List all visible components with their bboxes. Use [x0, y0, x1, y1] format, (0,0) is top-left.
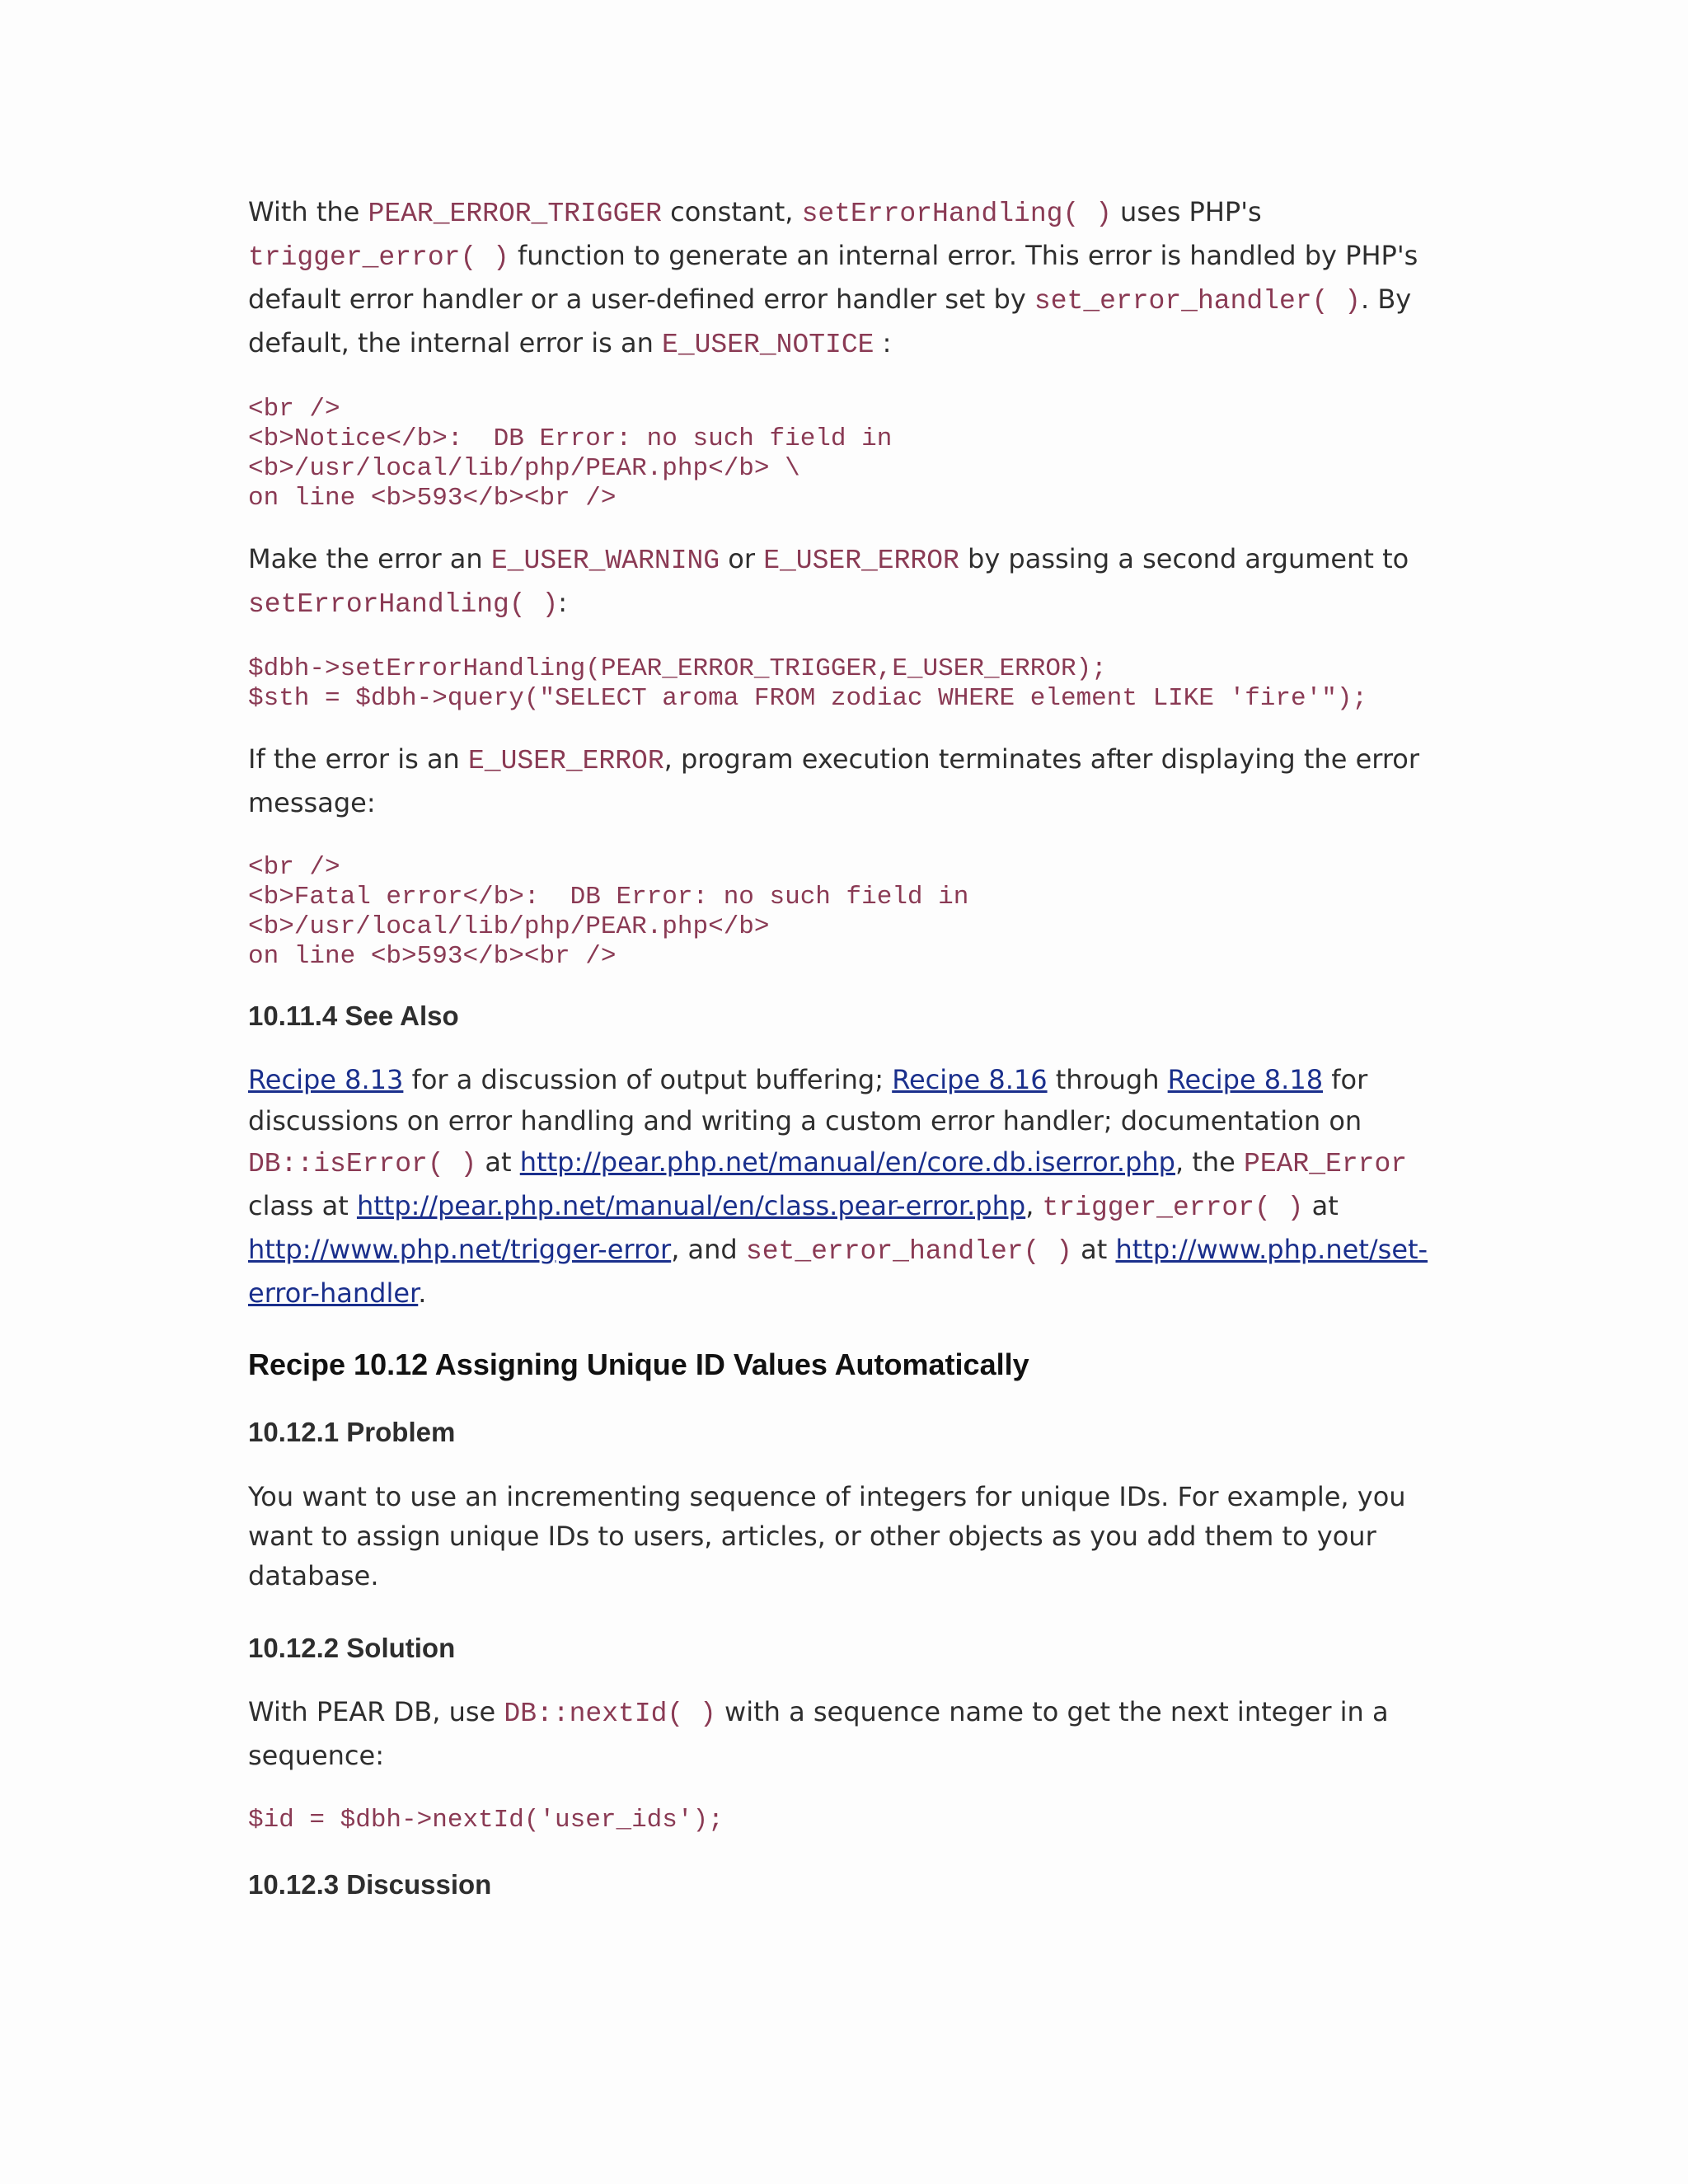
inline-code: PEAR_ERROR_TRIGGER — [368, 199, 662, 229]
heading-problem: 10.12.1 Problem — [248, 1417, 456, 1447]
heading-see-also: 10.11.4 See Also — [248, 1001, 459, 1031]
inline-code: trigger_error( ) — [248, 242, 509, 273]
heading-discussion: 10.12.3 Discussion — [248, 1869, 492, 1900]
inline-code: setErrorHandling( ) — [801, 199, 1112, 229]
code-block-set-error-handling: $dbh->setErrorHandling(PEAR_ERROR_TRIGGER,E_USER_ERROR); $sth = $dbh->query("SELECT aroma FROM zodiac WHERE element LIKE 'fire'"); — [248, 654, 1368, 713]
link-set-error-handler-manual[interactable]: http://www.php.net/set-error-handler — [248, 1234, 1428, 1309]
inline-code: set_error_handler( ) — [745, 1236, 1072, 1267]
link-recipe-8-18[interactable]: Recipe 8.18 — [1167, 1064, 1324, 1095]
inline-code: E_USER_NOTICE — [662, 330, 874, 360]
link-trigger-error-manual[interactable]: http://www.php.net/trigger-error — [248, 1234, 672, 1265]
code-block-notice: <br /> <b>Notice</b>: DB Error: no such field in <b>/usr/local/lib/php/PEAR.php</b> \ on line <b>593</b><br /> — [248, 395, 893, 513]
inline-code: E_USER_WARNING — [490, 546, 720, 576]
link-iserror-manual[interactable]: http://pear.php.net/manual/en/core.db.iserror.php — [519, 1146, 1175, 1178]
link-pear-error-manual[interactable]: http://pear.php.net/manual/en/class.pear-error.php — [356, 1190, 1026, 1221]
paragraph-solution: With PEAR DB, use DB::nextId( ) with a sequence name to get the next integer in a sequence: — [248, 1696, 1389, 1771]
heading-solution: 10.12.2 Solution — [248, 1633, 456, 1663]
inline-code: setErrorHandling( ) — [248, 589, 559, 620]
inline-code: E_USER_ERROR — [763, 546, 959, 576]
inline-code: DB::isError( ) — [248, 1149, 477, 1179]
paragraph-second-argument: Make the error an E_USER_WARNING or E_USER_ERROR by passing a second argument to setErrorHandling( ): — [248, 543, 1409, 620]
inline-code: E_USER_ERROR — [468, 746, 664, 776]
inline-code: set_error_handler( ) — [1034, 286, 1361, 316]
paragraph-trigger-intro: With the PEAR_ERROR_TRIGGER constant, setErrorHandling( ) uses PHP's trigger_error( ) function to generate an internal error. This error is handled by PHP's default error handler or a user-defined error handler set by set_error_handler( ). By default, the internal error is an E_USER_NOTICE : — [248, 196, 1418, 360]
inline-code: PEAR_Error — [1244, 1149, 1408, 1179]
code-block-next-id: $id = $dbh->nextId('user_ids'); — [248, 1806, 724, 1835]
paragraph-see-also: Recipe 8.13 for a discussion of output buffering; Recipe 8.16 through Recipe 8.18 for discussions on error handling and writing a custom error handler; documentation on DB::isError( ) at http://pear.php.net/manual/en/core.db.iserror.php, the PEAR_Error class at http://pear.php.net/manual/en/class.pear-error.php, trigger_error( ) at http://www.php.net/trigger-error, and set_error_handler( ) at http://www.php.net/set-error-handler. — [248, 1064, 1428, 1309]
document-page — [248, 191, 1435, 1901]
inline-code: DB::nextId( ) — [504, 1699, 716, 1729]
paragraph-user-error: If the error is an E_USER_ERROR, program execution terminates after displaying the error message: — [248, 743, 1420, 818]
link-recipe-8-16[interactable]: Recipe 8.16 — [892, 1064, 1048, 1095]
heading-recipe-10-12: Recipe 10.12 Assigning Unique ID Values Automatically — [248, 1347, 1029, 1381]
inline-code: trigger_error( ) — [1042, 1193, 1304, 1223]
paragraph-problem: You want to use an incrementing sequence of integers for unique IDs. For example, you want to assign unique IDs to users, articles, or other objects as you add them to your database. — [248, 1481, 1406, 1591]
link-recipe-8-13[interactable]: Recipe 8.13 — [248, 1064, 404, 1095]
code-block-fatal-error: <br /> <b>Fatal error</b>: DB Error: no such field in <b>/usr/local/lib/php/PEAR.php</b> on line <b>593</b><br /> — [248, 853, 969, 971]
